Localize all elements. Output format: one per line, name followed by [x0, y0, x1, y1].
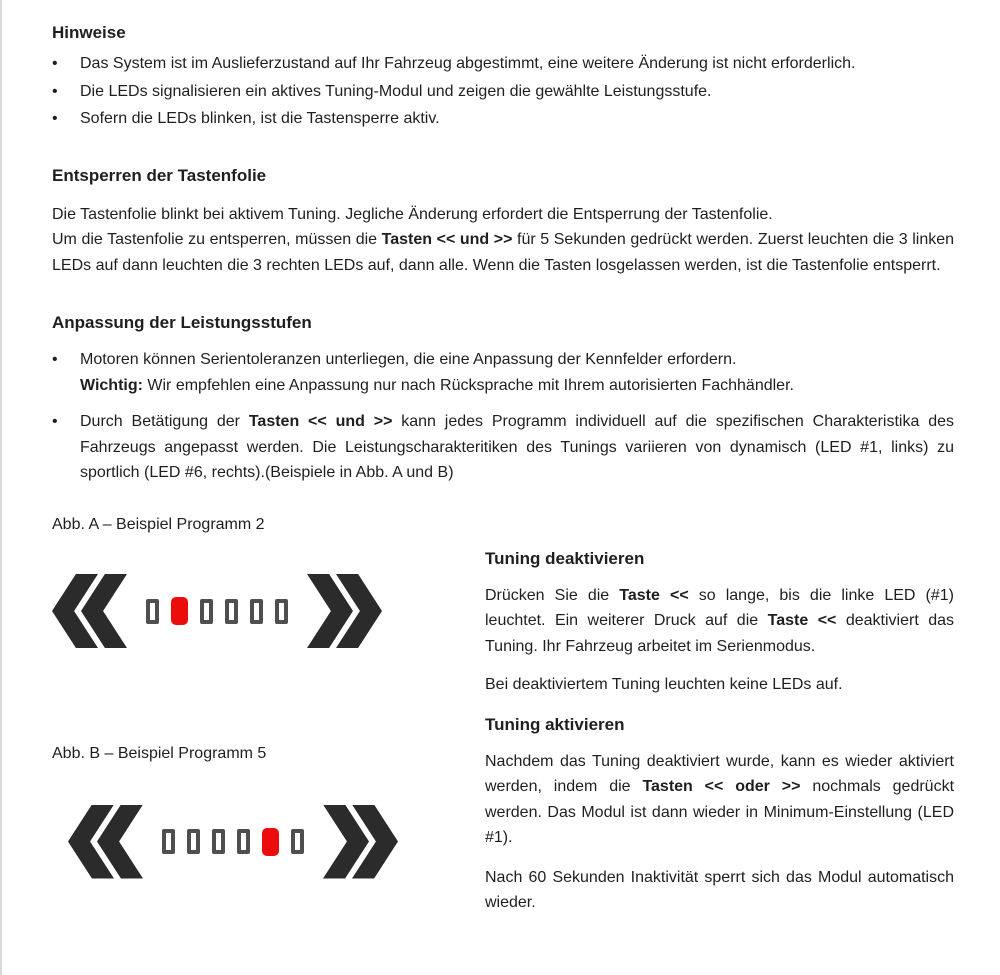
section-anpassung	[52, 312, 954, 486]
section-hinweise	[52, 22, 954, 132]
bold-text-run: Tasten << und >>	[381, 231, 513, 248]
bullet-text: Sofern die LEDs blinken, ist die Tastensperre aktiv.	[80, 110, 440, 127]
bullet-item	[52, 409, 954, 486]
led-panel-figure-a	[52, 568, 485, 654]
text-run: Wir empfehlen eine Anpassung nur nach Rücksprache mit Ihrem autorisierten Fachhändler.	[142, 376, 794, 394]
led-panel-figure-b	[68, 799, 485, 885]
led-inactive	[237, 829, 250, 854]
text-run: kann jedes Programm individuell auf die spezifischen Charakteristika des Fahrzeugs angepasst werden. Die Leistungscharakteritiken des Tunings variieren von dynamisch (LED #1, links) zu sportlich (LED #6, rechts).(Beispiele in Abb. A und B)	[80, 413, 954, 481]
paragraph	[485, 583, 954, 660]
led-inactive	[291, 829, 304, 854]
paragraph: Nach 60 Sekunden Inaktivität sperrt sich das Modul automatisch wieder.	[485, 868, 954, 911]
text-run: Motoren können Serientoleranzen unterliegen, die eine Anpassung der Kennfelder erfordern.	[80, 351, 737, 368]
led-inactive	[212, 829, 225, 854]
text-run: Durch Betätigung der	[80, 413, 249, 430]
entsperren-heading: Entsperren der Tastenfolie	[52, 165, 267, 185]
paragraph	[485, 749, 954, 851]
bullet-item	[52, 106, 954, 132]
double-chevron-right-icon	[323, 805, 398, 879]
led-inactive	[225, 599, 238, 624]
bullet-marker: •	[52, 82, 58, 100]
bullet-marker: •	[52, 110, 58, 127]
led-inactive	[146, 599, 159, 624]
figures-column	[52, 512, 485, 916]
text-run: Drücken Sie die	[485, 586, 620, 604]
bold-text-run: Taste <<	[767, 612, 837, 629]
bullet-text	[80, 409, 954, 486]
bullet-marker: •	[52, 413, 58, 430]
text-run: Nachdem das Tuning deaktiviert wurde, kann es wieder aktiviert werden, indem die	[485, 752, 954, 795]
hinweise-heading: Hinweise	[52, 23, 126, 42]
bullet-text	[80, 347, 954, 398]
text-run: für 5 Sekunden gedrückt werden. Zuerst leuchten die 3 linken LEDs auf dann leuchten die 3 rechten LEDs auf, dann alle. Wenn die Tasten losgelassen werden, ist die Tastenfolie entsperrt.	[52, 231, 955, 274]
led-active	[171, 597, 188, 625]
double-chevron-right-icon	[307, 574, 382, 648]
paragraph-line: Die Tastenfolie blinkt bei aktivem Tuning. Jegliche Änderung erfordert die Entsperrung der Tastenfolie.	[52, 205, 773, 223]
text-run: Um die Tastenfolie zu entsperren, müssen die	[52, 231, 382, 248]
instructions-column	[485, 512, 954, 916]
bold-text-run: Wichtig:	[80, 376, 143, 394]
bullet-marker: •	[52, 351, 58, 368]
paragraph: Bei deaktiviertem Tuning leuchten keine LEDs auf.	[485, 676, 843, 693]
led-inactive	[200, 599, 213, 624]
text-run: deaktiviert das Tuning. Ihr Fahrzeug arbeitet im Serienmodus.	[485, 612, 955, 655]
double-chevron-left-icon	[52, 574, 127, 648]
bullet-text: Das System ist im Auslieferzustand auf Ihr Fahrzeug abgestimmt, eine weitere Änderung ist nicht erforderlich.	[80, 55, 856, 72]
bold-text-run: Tasten << und >>	[248, 413, 393, 430]
bullet-marker: •	[52, 55, 58, 72]
bold-text-run: Tasten << oder >>	[642, 778, 801, 795]
anpassung-heading: Anpassung der Leistungsstufen	[52, 313, 312, 332]
two-column-area	[52, 512, 954, 916]
bullet-item	[52, 79, 954, 105]
figure-a-label: Abb. A – Beispiel Programm 2	[52, 515, 265, 533]
led-inactive	[250, 599, 263, 624]
led-row	[146, 597, 288, 625]
bullet-item	[52, 51, 954, 77]
bullet-item	[52, 347, 954, 398]
text-run: nochmals gedrückt werden. Das Modul ist dann wieder in Minimum-Einstellung (LED #1).	[485, 778, 955, 846]
led-row	[162, 828, 304, 856]
figure-b-label: Abb. B – Beispiel Programm 5	[52, 745, 267, 762]
aktivieren-heading: Tuning aktivieren	[485, 714, 625, 734]
text-run: so lange, bis die linke LED (#1) leuchtet. Ein weiterer Druck auf die	[485, 586, 954, 629]
paragraph	[52, 227, 954, 278]
bullet-text: Die LEDs signalisieren ein aktives Tuning-Modul und zeigen die gewählte Leistungsstufe.	[80, 82, 712, 100]
led-inactive	[162, 829, 175, 854]
bold-text-run: Taste <<	[619, 586, 689, 604]
led-inactive	[275, 599, 288, 624]
double-chevron-left-icon	[68, 805, 143, 879]
led-inactive	[187, 829, 200, 854]
section-entsperren	[52, 165, 954, 279]
deaktivieren-heading: Tuning deaktivieren	[485, 548, 645, 568]
led-active	[262, 828, 279, 856]
